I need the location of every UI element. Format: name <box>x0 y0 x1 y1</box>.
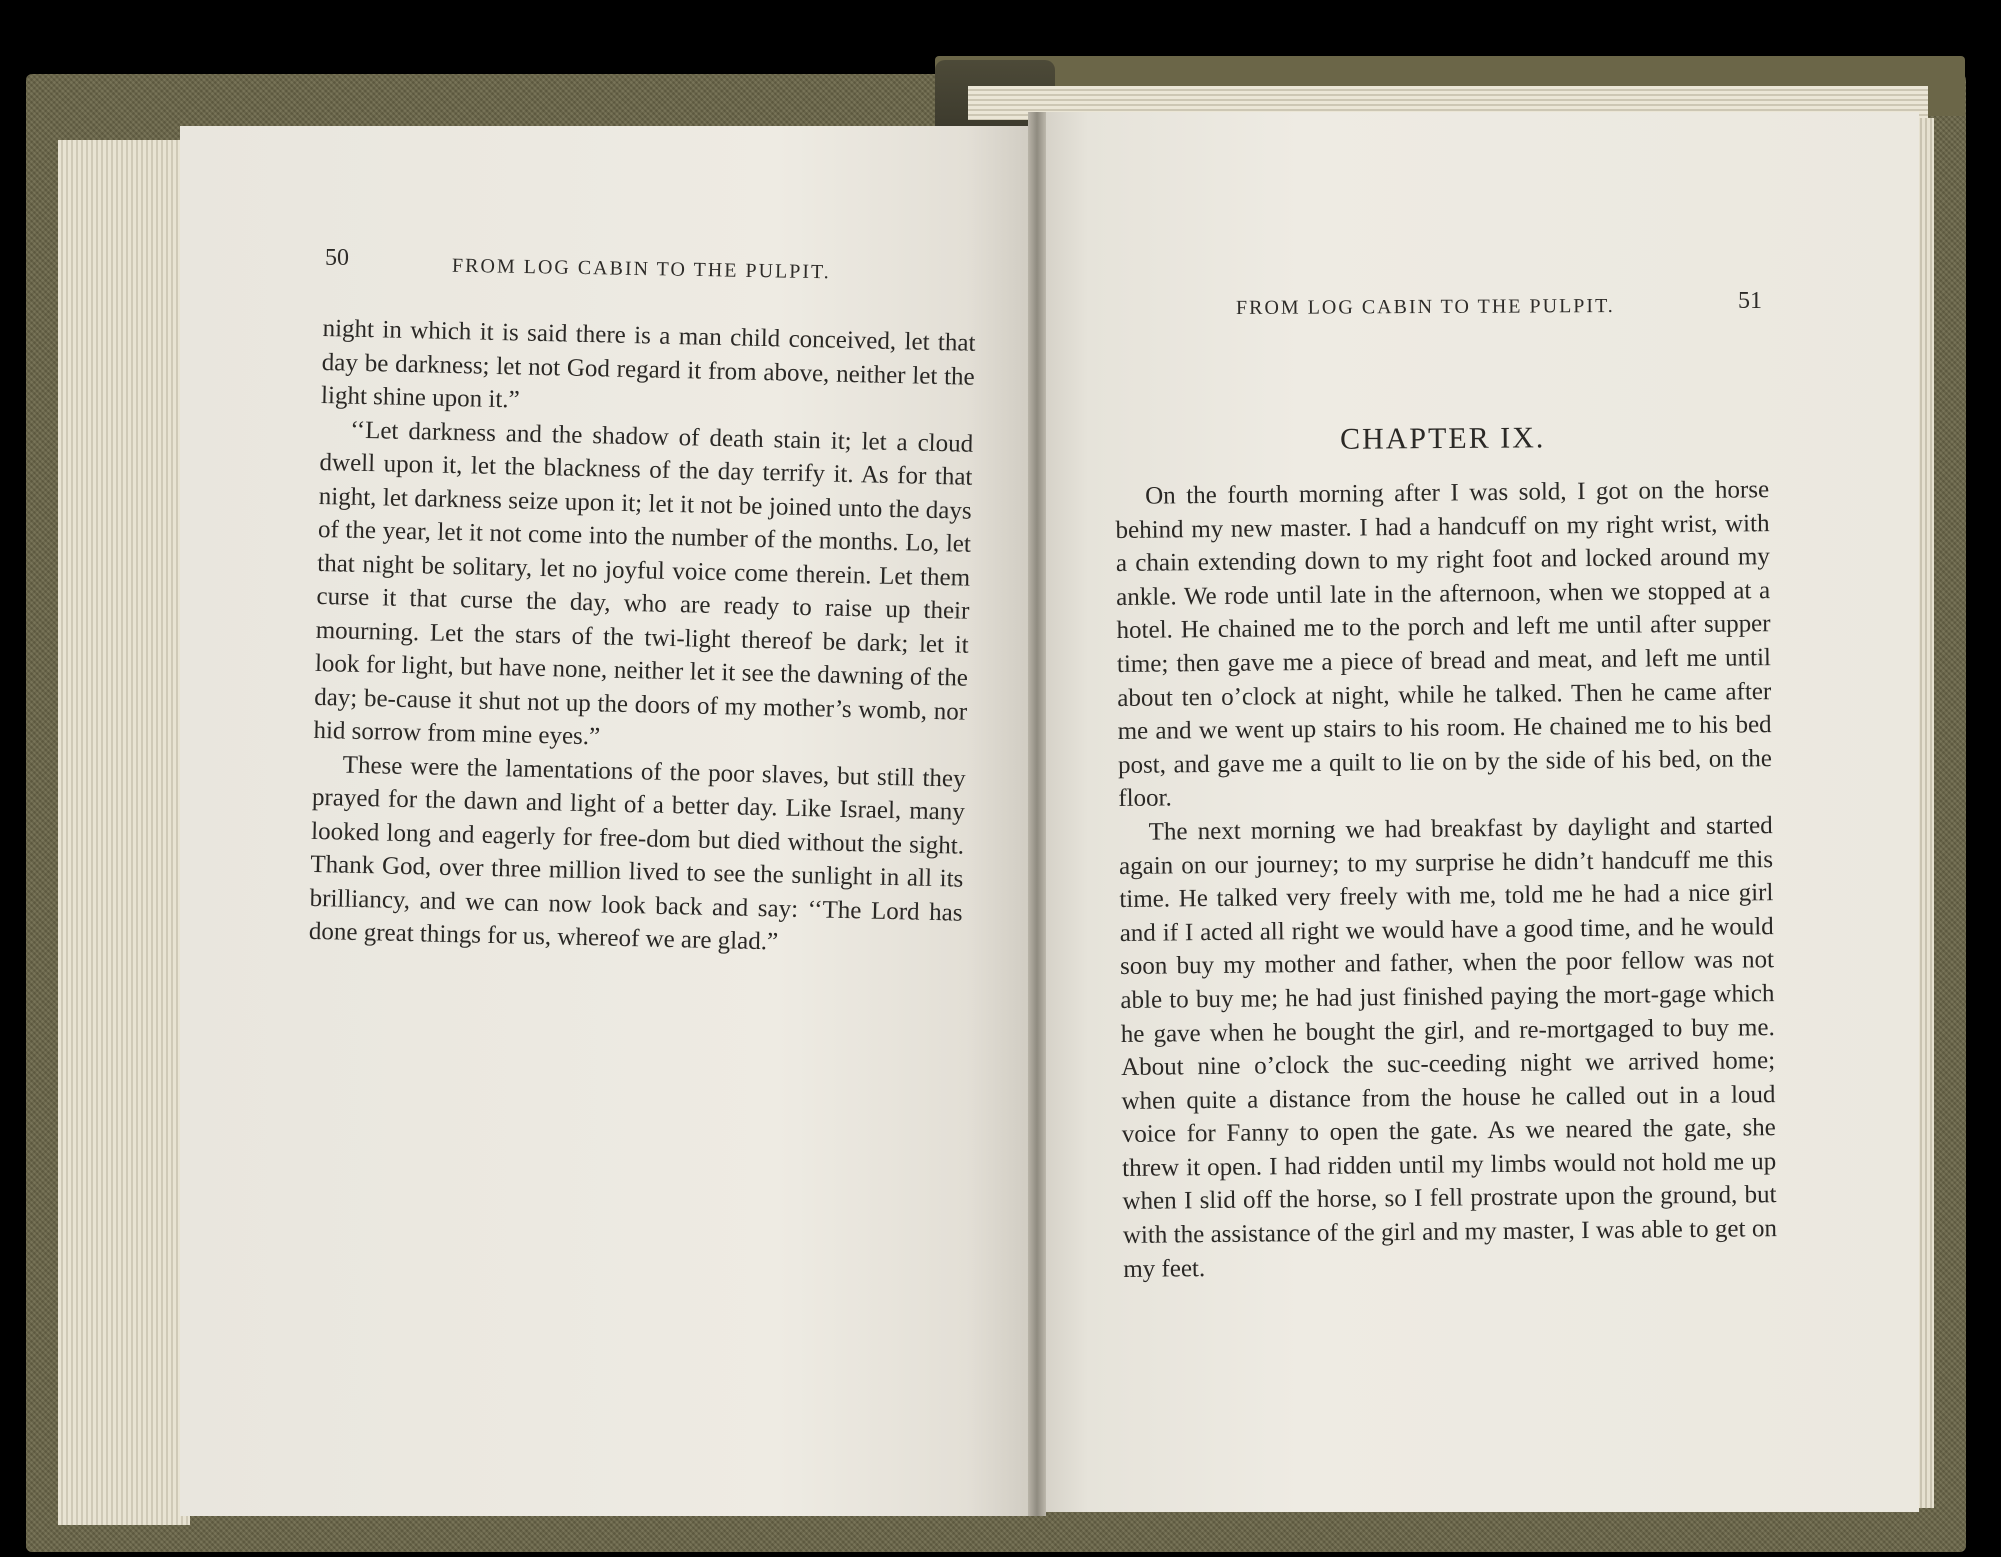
chapter-title: CHAPTER IX. <box>1339 421 1546 456</box>
page-stack-left <box>58 140 190 1525</box>
right-paragraph-1: On the fourth morning after I was sold, I got on the horse behind my new master. I had a handcuff on my right wrist, with a chain extending down to my right foot and locked around my ankle. We rode until late in the afternoon, when we stopped at a hotel. He chained me to the porch and left me until after supper time; then gave me a piece of bread and meat, and left me until about ten o’clock at night, while he talked. Then he came after me and we went up stairs to his room. He chained me to his bed post, and gave me a quilt to lie on by the side of his bed, on the floor. <box>1115 476 1773 813</box>
right-running-head: FROM LOG CABIN TO THE PULPIT. <box>1235 295 1615 319</box>
left-running-head: FROM LOG CABIN TO THE PULPIT. <box>451 254 831 284</box>
left-page-text <box>309 312 976 963</box>
left-paragraph-2: ‘‘Let darkness and the shadow of death stain it; let a cloud dwell upon it, let the blackness of the day terrify it. As for that night, let darkness seize upon it; let it not be joined unto the days of the year, let it not come into the number of the months. Lo, let that night be solitary, let no joyful voice come therein. Let them curse it that curse the day, who are ready to raise up their mourning. Let the stars of the twi-light thereof be dark; let it look for light, but have none, neither let it see the dawning of the day; be-cause it shut not up the doors of my mother’s womb, nor hid sorrow from mine eyes.” <box>313 416 974 751</box>
left-page-number: 50 <box>325 245 349 271</box>
book-gutter <box>1028 112 1046 1516</box>
right-paragraph-2: The next morning we had breakfast by daylight and started again on our journey; to my surprise he didn’t handcuff me this time. He talked very freely with me, told me he had a nice girl and if I acted all right we would have a good time, and he would soon buy my mother and father, when the poor fellow was not able to buy me; he had just finished paying the mort-gage which he gave when he bought the girl, and re-mortgaged to buy me. About nine o’clock the suc-ceeding night we arrived home; when quite a distance from the house he called out in a loud voice for Fanny to open the gate. As we neared the gate, she threw it open. I had ridden until my limbs would not hold me up when I slid off the horse, so I fell prostrate upon the ground, but with the assistance of the girl and my master, I was able to get on my feet. <box>1118 812 1778 1283</box>
left-paragraph-1: night in which it is said there is a man child conceived, let that day be darkness; let not God regard it from above, neither let the light shine upon it.” <box>320 314 976 414</box>
left-paragraph-3: These were the lamentations of the poor slaves, but still they prayed for the dawn and light of a better day. Like Israel, many looked long and eagerly for free-dom but died without the sight. Thank God, over three million lived to see the sunlight in all its brilliancy, and we can now look back and say: ‘‘The Lord has done great things for us, whereof we are glad.” <box>308 751 966 956</box>
right-page-text <box>1115 473 1777 1286</box>
right-page-number: 51 <box>1738 288 1762 314</box>
